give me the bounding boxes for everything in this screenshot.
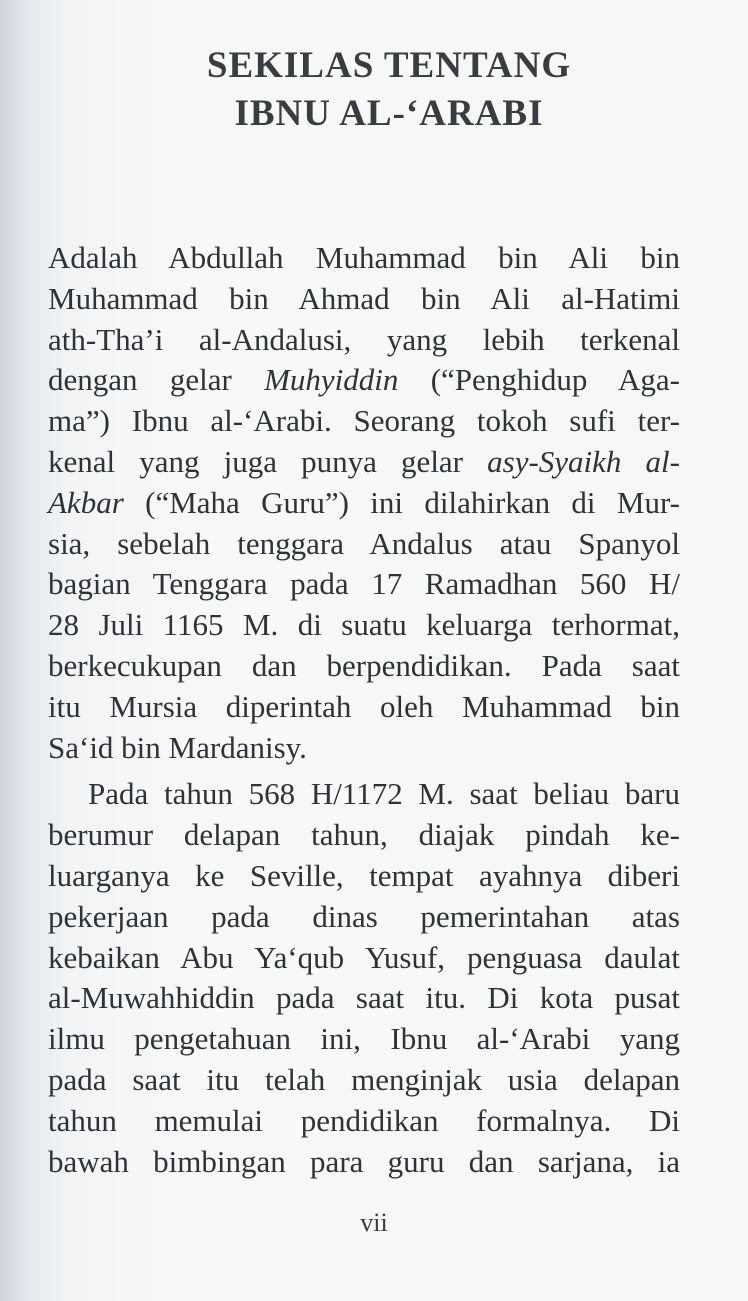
text-line: ilmu pengetahuan ini, Ibnu al-‘Arabi yang (48, 1021, 680, 1057)
text-line: Adalah Abdullah Muhammad bin Ali bin (48, 240, 680, 275)
italic-term: Muhyiddin (264, 362, 399, 398)
text-line: 28 Juli 1165 M. di suatu keluarga terhormat, (48, 607, 680, 643)
chapter-title-line-1: SEKILAS TENTANG (206, 45, 572, 86)
chapter-title (0, 42, 748, 138)
text-line: tahun memulai pendidikan formalnya. Di (48, 1102, 680, 1138)
text-line: bagian Tenggara pada 17 Ramadhan 560 H/ (48, 566, 680, 602)
text-line: Pada tahun 568 H/1172 M. saat beliau baru (88, 776, 680, 812)
text-line: ath-Tha’i al-Andalusi, yang lebih terkenal (48, 321, 680, 357)
text-line: berkecukupan dan berpendidikan. Pada saat (48, 647, 680, 683)
text-line: berumur delapan tahun, diajak pindah ke- (48, 817, 680, 853)
body-text (48, 238, 680, 1182)
text-line: pekerjaan pada dinas pemerintahan atas (48, 898, 680, 934)
text-span: dengan gelar (48, 362, 265, 398)
text-line: ma”) Ibnu al-‘Arabi. Seorang tokoh sufi ter- (48, 403, 680, 439)
italic-term: Akbar (48, 484, 124, 520)
text-span: kenal yang juga punya gelar (48, 443, 488, 479)
text-line: luarganya ke Seville, tempat ayahnya diberi (48, 857, 680, 893)
italic-term: asy-Syaikh al- (487, 443, 680, 479)
text-line: Muhammad bin Ahmad bin Ali al-Hatimi (48, 280, 680, 316)
text-span: (“Maha Guru”) ini dilahirkan di Mur- (123, 484, 680, 520)
text-span: (“Penghidup Aga- (398, 362, 680, 398)
text-line: pada saat itu telah menginjak usia delapan (48, 1061, 680, 1097)
text-line (48, 442, 680, 483)
text-line: kebaikan Abu Ya‘qub Yusuf, penguasa daulat (48, 939, 680, 975)
text-line: sia, sebelah tenggara Andalus atau Spanyol (48, 525, 680, 561)
page-number: vii (360, 1208, 388, 1237)
paragraph-1 (48, 238, 680, 768)
text-line: itu Mursia diperintah oleh Muhammad bin (48, 688, 680, 724)
text-line (48, 483, 680, 524)
paragraph-2 (48, 774, 680, 1182)
text-line: al-Muwahhiddin pada saat itu. Di kota pusat (48, 980, 680, 1016)
chapter-title-line-2: IBNU AL-‘ARABI (234, 93, 544, 134)
text-line: Sa‘id bin Mardanisy. (48, 729, 307, 765)
text-line (48, 360, 680, 401)
text-line: bawah bimbingan para guru dan sarjana, ia (48, 1143, 680, 1179)
